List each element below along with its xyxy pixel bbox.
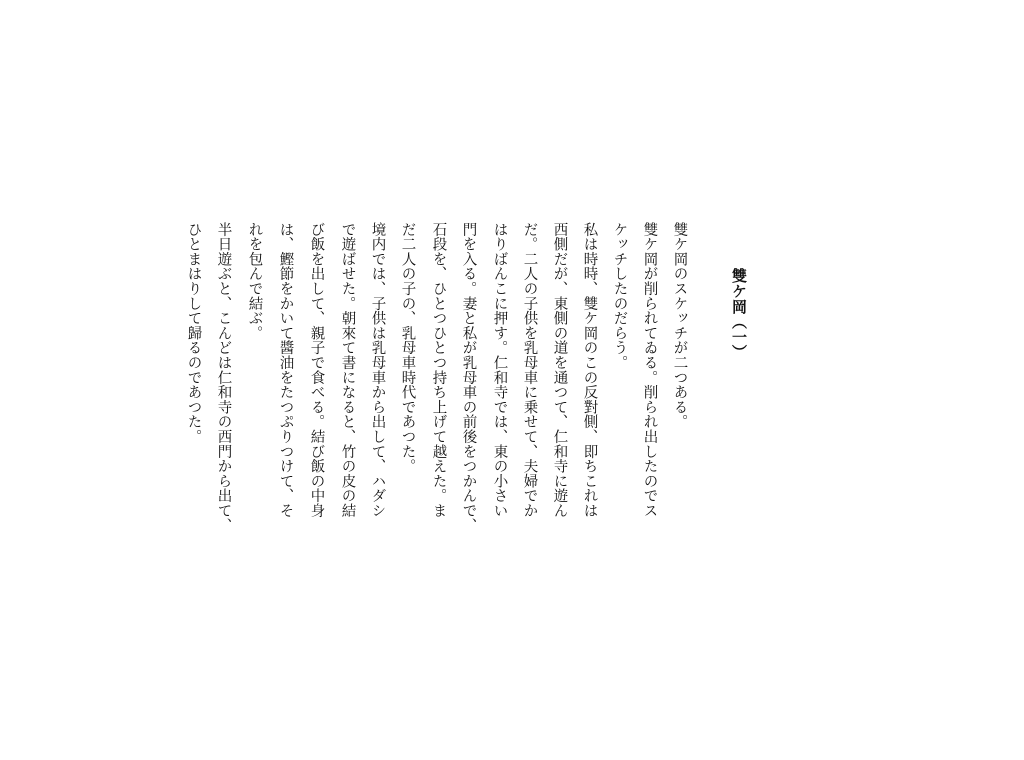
text-line: 石段を、ひとつひとつ持ち上げて越えた。ま <box>430 222 447 518</box>
text-line: ケッチしたのだらう。 <box>611 222 628 370</box>
text-line: び飯を出して、親子で食べる。結び飯の中身 <box>308 222 325 518</box>
text-line: 半日遊ぶと、こんどは仁和寺の西門から出て、 <box>215 222 232 533</box>
text-line: はりばんこに押す。仁和寺では、東の小さい <box>491 222 508 518</box>
text-line: 門を入る。妻と私が乳母車の前後をつかんで、 <box>460 222 477 533</box>
text-line: 西側だが、東側の道を通つて、仁和寺に遊ん <box>551 222 568 518</box>
text-line: 雙ケ岡が削られてゐる。削られ出したのでス <box>641 222 658 518</box>
text-line: 私は時時、雙ケ岡のこの反對側、即ちこれは <box>581 222 598 518</box>
text-line: だ。二人の子供を乳母車に乗せて、夫婦でか <box>521 222 538 518</box>
text-line: 雙ケ岡のスケッチが二つある。 <box>671 222 688 430</box>
document-title: 雙ケ岡（一） <box>730 268 748 360</box>
text-line: だ二人の子の、乳母車時代であつた。 <box>399 222 416 474</box>
text-line: で遊ばせた。朝來て書になると、竹の皮の結 <box>339 222 356 518</box>
text-line: は、鰹節をかいて醬油をたつぷりつけて、そ <box>277 222 294 518</box>
text-line: れを包んで結ぶ。 <box>246 222 263 341</box>
text-line: 境内では、子供は乳母車から出して、ハダシ <box>369 222 386 518</box>
text-line: ひとまはりして歸るのであつた。 <box>185 222 202 444</box>
